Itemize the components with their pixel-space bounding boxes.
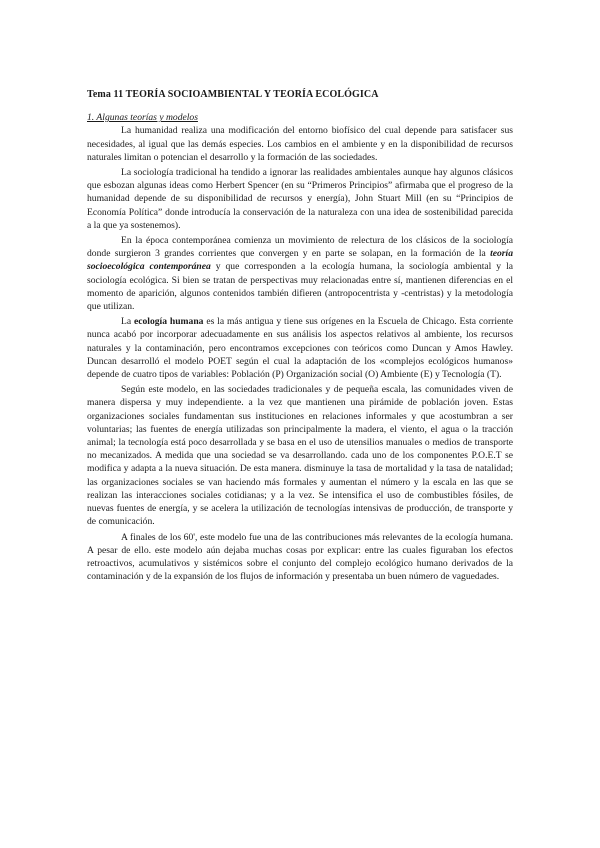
paragraph-6: A finales de los 60', este modelo fue una de las contribuciones más relevantes de la ecología humana. A pesar de ello. este modelo aún dejaba muchas cosas por explicar: entre las cuales figuraban los efectos retroactivos, acumulativos y sistémicos sobre el conjunto del complejo ecológico humano derivados de la contaminación y de la expansión de los flujos de información y presentaba un buen número de vaguedades.: [87, 531, 513, 583]
paragraph-3-bold-term: teoría socioecológica contemporánea: [87, 248, 513, 273]
paragraph-4-bold-term: ecología humana: [133, 316, 204, 328]
paragraph-3-text-a: En la época contemporánea comienza un movimiento de relectura de los clásicos de la sociología donde surgieron 3 grandes corrientes que convergen y en parte se solapan, en la formación de la: [87, 235, 513, 260]
section-heading: 1. Algunas teorías y modelos: [87, 112, 198, 124]
paragraph-4-text-a: La: [121, 316, 134, 328]
document-title: Tema 11 TEORÍA SOCIOAMBIENTAL Y TEORÍA ECOLÓGICA: [87, 89, 379, 100]
paragraph-2: La sociología tradicional ha tendido a ignorar las realidades ambientales aunque hay algunos clásicos que esbozan algunas ideas como Herbert Spencer (en su “Primeros Principios” afirmaba que el progreso de la humanidad depende de su disponibilidad de recursos y energía), John Stuart Mill (en su “Principios de Economía Política” donde introducía la conservación de la naturaleza con una idea de sostenibilidad parecida a la que ya sostenemos).: [87, 167, 513, 231]
paragraph-1: La humanidad realiza una modificación del entorno biofísico del cual depende para satisfacer sus necesidades, al igual que las demás especies. Los cambios en el ambiente y en la disponibilidad de recursos naturales limitan o potencian el desarrollo y la formación de las sociedades.: [87, 125, 513, 163]
document-body: [87, 88, 513, 585]
paragraph-5: Según este modelo, en las sociedades tradicionales y de pequeña escala, las comunidades viven de manera dispersa y muy independiente. a la vez que mantienen una pirámide de población joven. Estas organizaciones sociales fundamentan sus instituciones en relaciones informales y que acostumbran a ser voluntarias; las fuentes de energía utilizadas son principalmente la madera, el viento, el agua o la tracción animal; la tecnología está poco desarrollada y se basa en el uso de utensilios manuales o medios de transporte no mecanizados. A medida que una sociedad se va desarrollando. cada uno de los componentes P.O.E.T se modifica y adapta a la nueva situación. De esta manera. disminuye la tasa de mortalidad y la tasa de natalidad; las organizaciones sociales se van haciendo más formales y aumentan el número y la escala en las que se realizan las interacciones sociales cotidianas; y a la vez. Se intensifica el uso de combustibles fósiles, de nuevas fuentes de energía, y se acelera la utilización de tecnologías intensivas de producción, de transporte y de comunicación.: [87, 384, 513, 528]
paragraph-3-text-b: y que corresponden a la ecología humana, la sociología ambiental y la sociología ecológica. Si bien se tratan de perspectivas muy relacionadas entre sí, mantienen diferencias en el momento de aparición, algunos contenidos también difieren (antropocentrista y -centristas) y la metodología que utilizan.: [87, 261, 513, 313]
paragraph-4-text-b: es la más antigua y tiene sus orígenes en la Escuela de Chicago. Esta corriente nunca acabó por incorporar adecuadamente en sus análisis los aspectos relativos al ambiente, los recursos naturales y la contaminación, pero encontramos excepciones con teóricos como Duncan y Amos Hawley. Duncan desarrolló el modelo POET según el cual la adaptación de los «complejos ecológicos humanos» depende de cuatro tipos de variables: Población (P) Organización social (O) Ambiente (E) y Tecnología (T).: [87, 316, 513, 381]
paragraph-3: [87, 234, 513, 313]
paragraph-4: [87, 315, 513, 381]
